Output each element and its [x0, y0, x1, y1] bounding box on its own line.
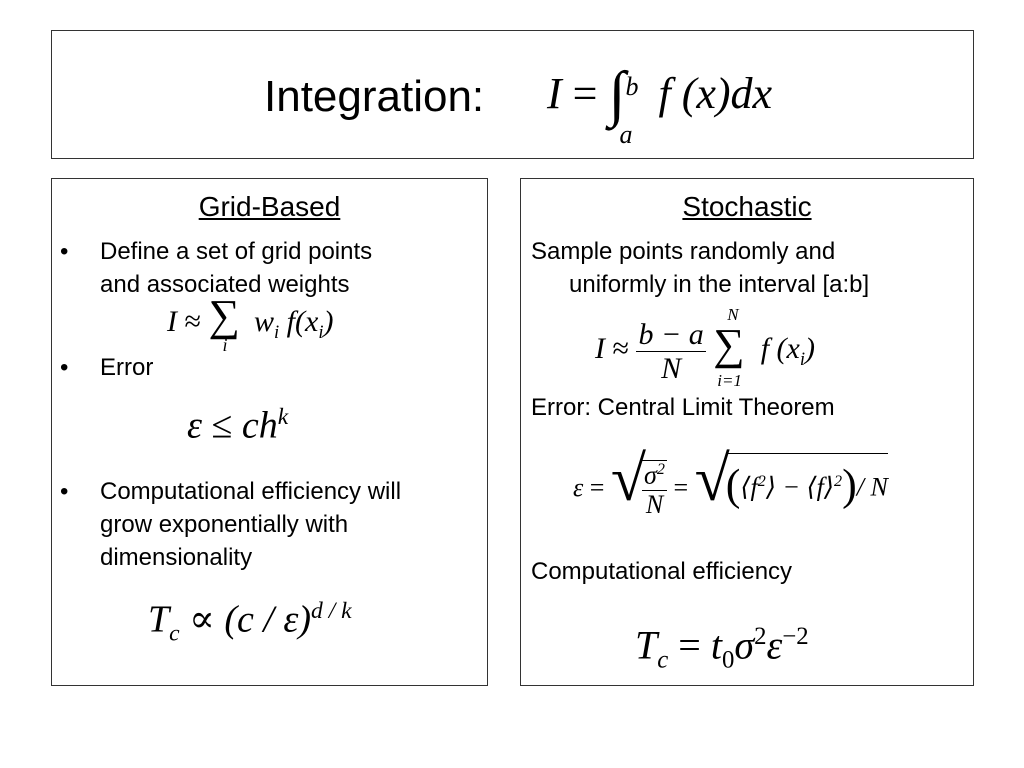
- cost-base: (c / ε): [224, 598, 312, 641]
- clt-sigma: σ: [644, 460, 657, 490]
- mc-cost-formula: [635, 607, 809, 690]
- sum-arg: (x: [295, 305, 319, 338]
- mc-sum-sign: ∑: [713, 320, 745, 370]
- cost-exp: d / k: [311, 598, 352, 624]
- cost-T-sub: c: [169, 620, 180, 647]
- error-k: k: [277, 404, 289, 430]
- clt-error-formula: [573, 429, 888, 529]
- clt-outer-exp: 2: [834, 473, 843, 491]
- grid-based-panel: [51, 178, 488, 686]
- title-formula-eq: =: [572, 69, 598, 118]
- title-formula-integrand: f (x)dx: [658, 69, 773, 118]
- sqrt-sign-icon: √: [610, 443, 647, 514]
- grid-based-heading: Grid-Based: [198, 191, 341, 222]
- sum-arg-sub: i: [318, 322, 324, 343]
- sum-lhs: I: [167, 305, 177, 338]
- mc-cost-sigma-exp: 2: [754, 623, 767, 650]
- clt-divN: / N: [856, 473, 888, 502]
- integral-lower-limit: a: [619, 119, 633, 149]
- bullet-error-label: Error: [100, 354, 154, 381]
- mc-sum-lower: i=1: [717, 371, 742, 391]
- bullet-efficiency-line2: grow exponentially with: [100, 511, 349, 538]
- mc-f-close: ): [805, 332, 816, 365]
- mc-cost-t-sub: 0: [721, 646, 735, 674]
- big-paren-open-icon: (: [725, 461, 741, 510]
- clt-variance-expr: [726, 453, 888, 516]
- grid-cost-formula: [148, 581, 352, 663]
- mc-cost-eq: =: [678, 622, 701, 668]
- mc-lhs: I: [595, 332, 605, 365]
- sample-text-line1: Sample points randomly and: [531, 238, 836, 265]
- title-formula-lhs: I: [547, 69, 562, 118]
- big-paren-close-icon: ): [842, 461, 857, 510]
- integral-sign: ∫: [608, 60, 626, 128]
- sqrt-sign-icon: √: [694, 443, 730, 514]
- clt-fraction: [642, 460, 667, 520]
- bullet-efficiency-line1: Computational efficiency will: [100, 478, 402, 505]
- grid-sum-formula: [167, 291, 334, 358]
- clt-inner-exp: 2: [757, 473, 766, 491]
- error-leq: ≤: [211, 404, 233, 447]
- cost-prop: ∝: [189, 598, 215, 641]
- bullet-marker: •: [60, 354, 69, 381]
- clt-minus: ⟩ − ⟨f⟩: [765, 473, 835, 502]
- mc-cost-T-sub: c: [657, 646, 669, 674]
- bullet-grid-points-line1: Define a set of grid points: [100, 238, 373, 265]
- slide-title: Integration:: [264, 72, 485, 121]
- weight-symbol: w: [253, 305, 274, 338]
- mc-denominator: N: [661, 351, 682, 385]
- efficiency-label: Computational efficiency: [531, 558, 793, 585]
- mc-cost-t: t: [710, 622, 722, 668]
- cost-T: T: [148, 598, 170, 641]
- clt-eq2: =: [673, 473, 689, 502]
- mc-cost-eps-exp: −2: [782, 623, 809, 650]
- mc-estimator-formula: [595, 307, 815, 391]
- title-formula: [547, 59, 773, 149]
- clt-den: N: [645, 490, 664, 520]
- bullet-grid-points-line2: and associated weights: [100, 271, 350, 298]
- weight-sub: i: [273, 322, 280, 343]
- mc-cost-T: T: [635, 622, 658, 668]
- mc-sum-upper: N: [727, 305, 739, 325]
- integral-upper-limit: b: [625, 71, 639, 101]
- stochastic-heading: Stochastic: [682, 191, 812, 222]
- clt-label: Error: Central Limit Theorem: [531, 394, 835, 421]
- bullet-marker: •: [60, 478, 69, 505]
- sum-f: f: [286, 305, 295, 338]
- error-eps: ε: [187, 404, 202, 447]
- mc-approx: ≈: [612, 332, 629, 365]
- mc-numerator: b − a: [638, 317, 704, 351]
- sum-index: i: [222, 335, 228, 356]
- error-ch: ch: [241, 404, 278, 447]
- bullet-efficiency-line3: dimensionality: [100, 544, 253, 571]
- mc-cost-sigma: σ: [734, 622, 755, 668]
- clt-inner: ⟨f: [740, 473, 758, 502]
- sum-arg-close: ): [323, 305, 334, 338]
- bullet-marker: •: [60, 238, 69, 265]
- mc-f-sub: i: [799, 349, 806, 370]
- sum-sign: ∑: [208, 291, 240, 341]
- mc-f: f (x: [760, 332, 800, 365]
- sum-approx: ≈: [184, 305, 201, 338]
- mc-cost-eps: ε: [766, 622, 783, 668]
- sample-text-line2: uniformly in the interval [a:b]: [569, 271, 870, 298]
- title-box: [51, 30, 974, 159]
- stochastic-panel: [520, 178, 974, 686]
- clt-eq: =: [589, 473, 605, 502]
- clt-sigma-exp: 2: [656, 461, 665, 479]
- grid-error-formula: [187, 389, 288, 454]
- mc-fraction: [636, 318, 705, 385]
- clt-eps: ε: [573, 473, 584, 502]
